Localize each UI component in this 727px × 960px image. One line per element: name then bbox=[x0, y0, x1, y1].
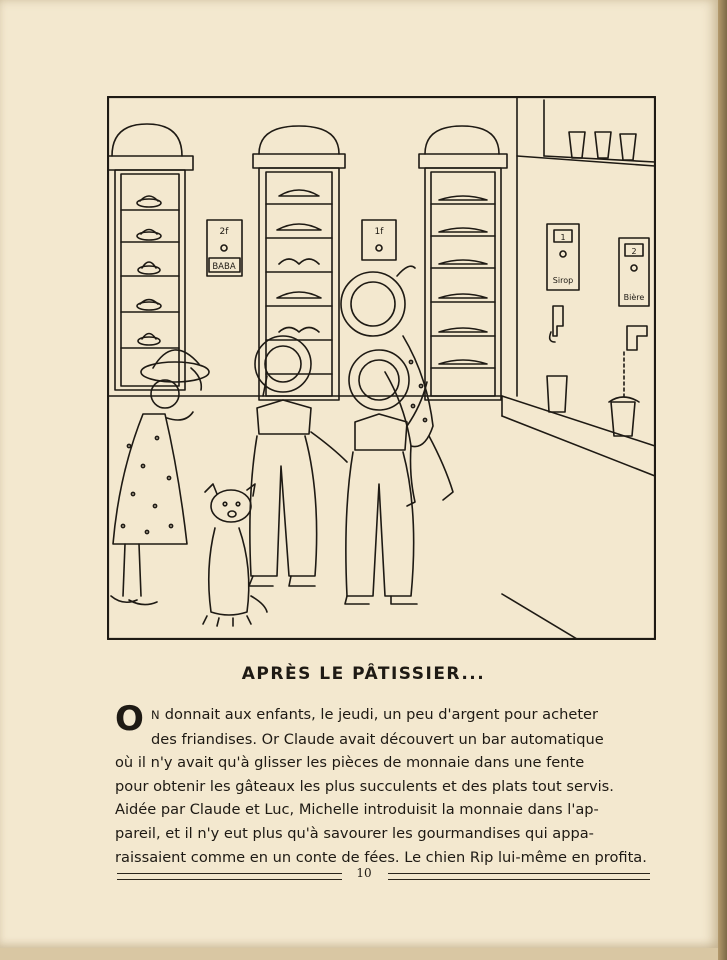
article-title: APRÈS LE PÂTISSIER... bbox=[241, 664, 486, 684]
body-line-2: des friandises. Or Claude avait découvert un bar automatique bbox=[151, 730, 604, 748]
body-line-5: Aidée par Claude et Luc, Michelle introduisit la monnaie dans l'ap- bbox=[115, 801, 599, 819]
body-line-1 bbox=[115, 703, 655, 728]
display-cabinet-center bbox=[253, 126, 345, 400]
automat-illustration bbox=[107, 96, 656, 640]
sign-price-sirop: 1 bbox=[560, 233, 566, 242]
body-line-4: pour obtenir les gâteaux les plus succulents et des plats tout servis. bbox=[115, 777, 614, 795]
dropcap-o: O bbox=[115, 699, 144, 739]
sign-price-baba: 2f bbox=[219, 227, 229, 237]
sign-label-baba: BABA bbox=[212, 262, 236, 272]
article-body bbox=[115, 703, 655, 869]
book-spine-edge bbox=[718, 0, 727, 960]
footer-rule-left bbox=[117, 873, 342, 880]
footer-rule-right bbox=[388, 873, 650, 880]
child-sailor-right bbox=[345, 350, 427, 604]
price-sign-baba bbox=[207, 220, 242, 276]
page-number: 10 bbox=[356, 866, 372, 880]
girl-left bbox=[111, 350, 209, 605]
dog-rip bbox=[203, 484, 267, 626]
body-line-6: pareil, et il n'y eut plus qu'à savourer les gourmandises qui appa- bbox=[115, 824, 594, 842]
vending-panel-sirop bbox=[547, 224, 579, 412]
sign-label-biere: Bière bbox=[623, 293, 645, 302]
price-sign-center bbox=[362, 220, 396, 260]
sign-price-biere: 2 bbox=[631, 247, 637, 256]
sign-price-center: 1f bbox=[374, 227, 384, 237]
body-line-1-text: donnait aux enfants, le jeudi, un peu d'argent pour acheter bbox=[160, 706, 599, 723]
sign-label-sirop: Sirop bbox=[552, 276, 574, 285]
body-line-7: raissaient comme en un conte de fées. Le chien Rip lui-même en profita. bbox=[115, 848, 647, 866]
dropcap-rest: N bbox=[151, 708, 161, 722]
illustration-frame bbox=[108, 97, 655, 639]
display-cabinet-right bbox=[419, 126, 507, 400]
vending-panel-biere bbox=[609, 238, 649, 436]
body-line-3: où il n'y avait qu'à glisser les pièces de monnaie dans une fente bbox=[115, 754, 585, 772]
